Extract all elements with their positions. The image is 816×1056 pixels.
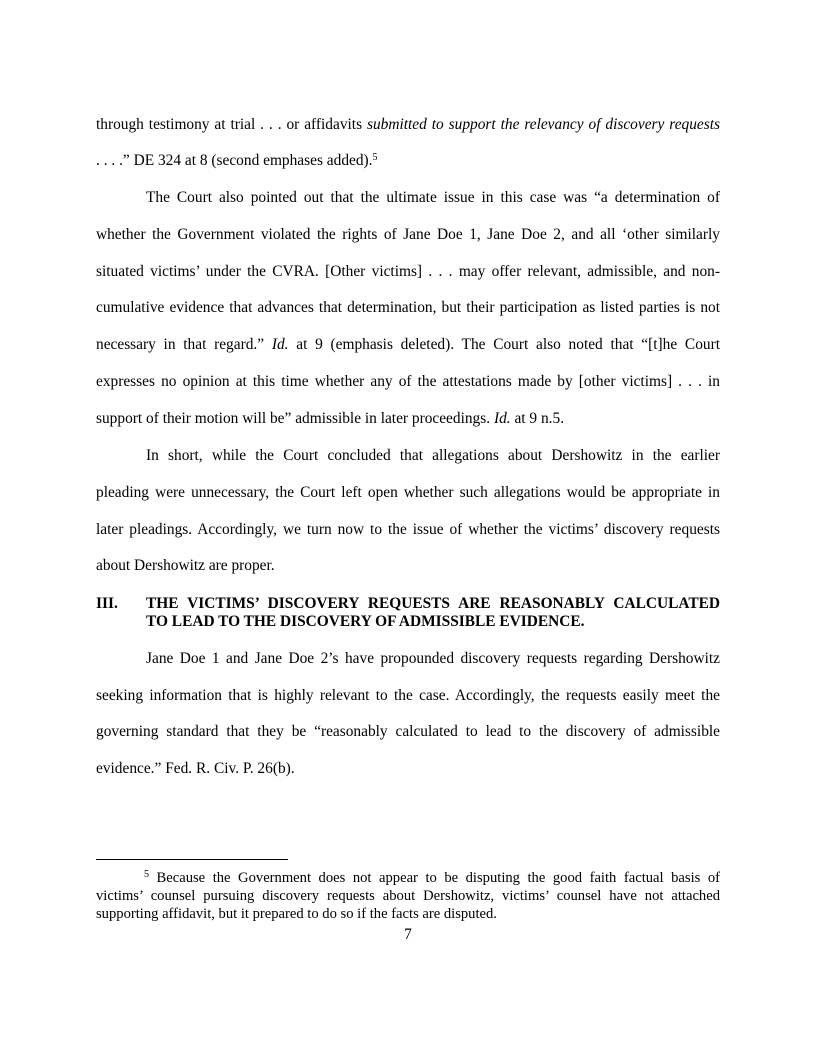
body-line: through testimony at trial . . . or affidavits submitted to support the relevancy of discovery requests — [96, 116, 721, 133]
heading-number: III. — [96, 595, 118, 612]
footnote-line: victims’ counsel pursuing discovery requests about Dershowitz, victims’ counsel have not attached — [96, 888, 720, 904]
footnote-separator — [96, 859, 288, 860]
body-line: pleading were unnecessary, the Court left open whether such allegations would be appropriate in — [96, 484, 720, 501]
page-number: 7 — [404, 926, 412, 943]
body-line: Jane Doe 1 and Jane Doe 2’s have propounded discovery requests regarding Dershowitz — [146, 650, 720, 667]
body-line: situated victims’ under the CVRA. [Other victims] . . . may offer relevant, admissible, and non- — [96, 263, 720, 280]
body-line: whether the Government violated the rights of Jane Doe 1, Jane Doe 2, and all ‘other similarly — [96, 226, 720, 243]
body-line: support of their motion will be” admissible in later proceedings. Id. at 9 n.5. — [96, 410, 565, 427]
body-line: necessary in that regard.” Id. at 9 (emphasis deleted). The Court also noted that “[t]he Court — [96, 336, 720, 353]
body-line: expresses no opinion at this time whether any of the attestations made by [other victims] . . . in — [96, 373, 720, 390]
body-line: about Dershowitz are proper. — [96, 557, 275, 574]
body-line: . . . .” DE 324 at 8 (second emphases added).$^5$ — [96, 152, 378, 169]
footnote-ref: 5 — [372, 152, 378, 163]
body-line: In short, while the Court concluded that allegations about Dershowitz in the earlier — [146, 447, 720, 464]
body-line: evidence.” Fed. R. Civ. P. 26(b). — [96, 760, 295, 777]
body-line: seeking information that is highly relevant to the case. Accordingly, the requests easily meet the — [96, 687, 720, 704]
footnote-line: supporting affidavit, but it prepared to do so if the facts are disputed. — [96, 906, 497, 922]
heading-text-line: TO LEAD TO THE DISCOVERY OF ADMISSIBLE EVIDENCE. — [146, 613, 585, 630]
body-line: The Court also pointed out that the ultimate issue in this case was “a determination of — [146, 189, 720, 206]
body-line: later pleadings. Accordingly, we turn now to the issue of whether the victims’ discovery requests — [96, 521, 720, 538]
heading-text-line: THE VICTIMS’ DISCOVERY REQUESTS ARE REASONABLY CALCULATED — [146, 595, 720, 612]
footnote-number: 5 — [144, 869, 149, 880]
body-line: cumulative evidence that advances that determination, but their participation as listed parties is not — [96, 299, 720, 316]
body-line: governing standard that they be “reasonably calculated to lead to the discovery of admissible — [96, 723, 720, 740]
footnote-line: $^5$ Because the Government does not appear to be disputing the good faith factual basis of — [144, 869, 720, 886]
